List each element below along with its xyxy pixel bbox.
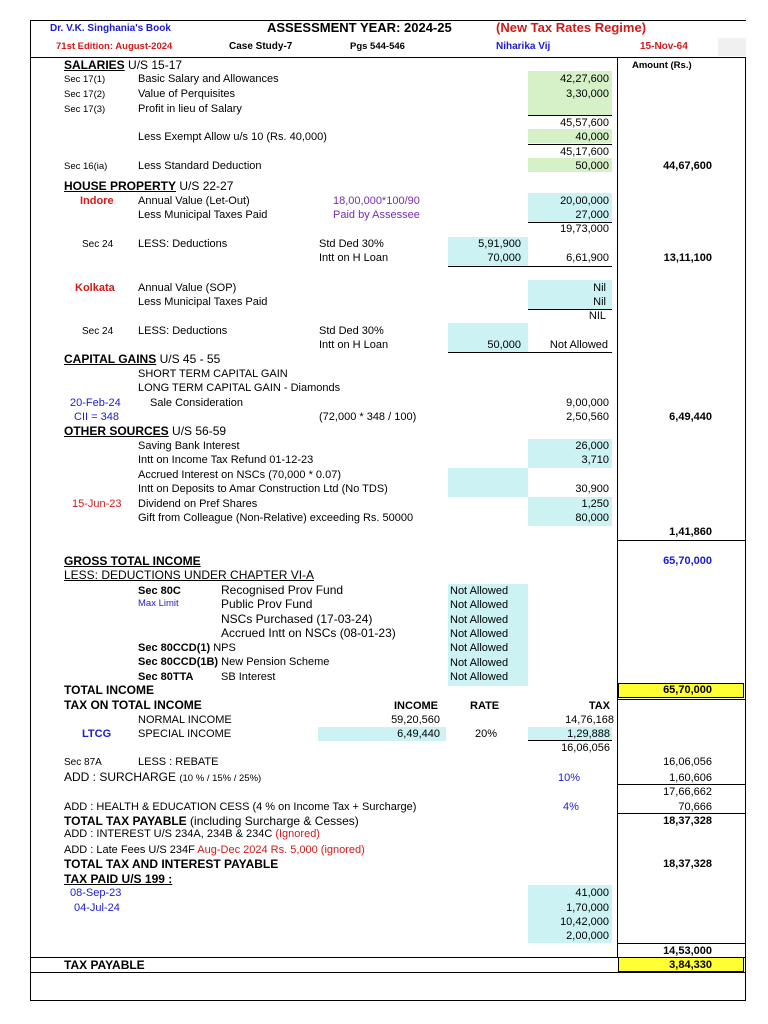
hp-intt-amount: 70,000: [487, 252, 521, 264]
header-gray-cell: [718, 38, 746, 56]
line-tax-sep: [618, 699, 745, 700]
normal-income-label: NORMAL INCOME: [138, 714, 232, 726]
capital-gains-heading: CAPITAL GAINS U/S 45 - 55: [64, 352, 221, 366]
salary-row-label: Profit in lieu of Salary: [138, 103, 242, 115]
col-income: INCOME: [394, 700, 438, 712]
latefee-row: ADD : Late Fees U/S 234F Aug-Dec 2024 Rs. 5,000 (ignored): [64, 844, 365, 856]
hp-intt-label: Intt on H Loan: [319, 252, 389, 264]
tax-total: 16,06,056: [561, 742, 610, 754]
cess-amount: 70,666: [678, 801, 712, 813]
hp-ded-total: 6,61,900: [566, 252, 609, 264]
exempt-label: Less Exempt Allow u/s 10 (Rs. 40,000): [138, 131, 327, 143]
salary-row-label: Basic Salary and Allowances: [138, 73, 279, 85]
rule: [448, 266, 528, 267]
salary-row-label: Value of Perquisites: [138, 88, 236, 100]
ded-label: NSCs Purchased (17-03-24): [221, 612, 373, 626]
ded-label: SB Interest: [221, 671, 276, 683]
std-deduction-label: Less Standard Deduction: [138, 160, 262, 172]
house-property-heading: HOUSE PROPERTY U/S 22-27: [64, 179, 234, 193]
interest-row: ADD : INTEREST U/S 234A, 234B & 234C (Ignored): [64, 828, 320, 840]
rebate-label: LESS : REBATE: [138, 756, 219, 768]
city-kolkata: Kolkata: [75, 282, 115, 294]
ded-status: Not Allowed: [450, 614, 509, 626]
line-bottom-3: [30, 1000, 746, 1001]
edition-label: 71st Edition: August-2024: [56, 41, 173, 52]
cost-calc: (72,000 * 348 / 100): [319, 411, 417, 423]
max-limit: Max Limit: [138, 598, 179, 609]
hp-sop-label: Annual Value (SOP): [138, 282, 237, 294]
deductions-heading: LESS: DEDUCTIONS UNDER CHAPTER VI-A: [64, 568, 315, 582]
col-rate: RATE: [470, 700, 500, 712]
rule: [448, 352, 612, 353]
dividend-date: 15-Jun-23: [72, 498, 122, 510]
normal-income: 59,20,560: [391, 714, 440, 726]
ded-row-80ccd1b: Sec 80CCD(1B) New Pension Scheme: [138, 656, 330, 668]
ded-label: Public Prov Fund: [221, 597, 313, 611]
hp-std-label: Std Ded 30%: [319, 238, 384, 250]
sale-amount: 9,00,000: [566, 397, 609, 409]
special-income: 6,49,440: [397, 728, 440, 740]
sec-17-3: Sec 17(3): [64, 104, 106, 115]
hp-less-deductions: LESS: Deductions: [138, 238, 228, 250]
total-income-label: TOTAL INCOME: [64, 683, 154, 697]
special-rate: 20%: [475, 728, 498, 740]
cess-rate: 4%: [563, 801, 579, 813]
cess-label: ADD : HEALTH & EDUCATION CESS (4 % on Income Tax + Surcharge): [64, 801, 417, 813]
rebate-sec: Sec 87A: [64, 757, 102, 768]
hp-mt-note: Paid by Assessee: [333, 209, 420, 221]
gti-amount: 65,70,000: [663, 555, 712, 567]
exempt-amount: 40,000: [575, 131, 609, 143]
normal-tax: 14,76,168: [565, 714, 614, 726]
sec-17-2: Sec 17(2): [64, 89, 106, 100]
ded-status: Not Allowed: [450, 585, 509, 597]
total-tax-payable-row: TOTAL TAX PAYABLE (including Surcharge & Cesses): [64, 814, 359, 828]
salary-row-amount: 3,30,000: [566, 88, 609, 100]
sec-16-ia: Sec 16(ia): [64, 161, 108, 172]
ltcg-label: LONG TERM CAPITAL GAIN - Diamonds: [138, 382, 341, 394]
os-total: 1,41,860: [669, 526, 712, 538]
os-row-label: Intt on Income Tax Refund 01-12-23: [138, 454, 314, 466]
hp-av-label: Annual Value (Let-Out): [138, 195, 250, 207]
tax-paid-total: 14,53,000: [663, 945, 712, 957]
os-row-amount: 1,250: [581, 498, 609, 510]
os-row-amount: 26,000: [575, 440, 609, 452]
case-study-label: Case Study-7: [229, 41, 293, 52]
stcg-label: SHORT TERM CAPITAL GAIN: [138, 368, 288, 380]
tax-paid-amount: 2,00,000: [566, 930, 609, 942]
hp-sop-amount: Nil: [593, 282, 606, 294]
ded-row-80ccd1: Sec 80CCD(1) NPS: [138, 642, 236, 654]
city-indore: Indore: [80, 195, 114, 207]
ded-status: Not Allowed: [450, 628, 509, 640]
hp-sop-nav: NIL: [588, 310, 606, 322]
sale-date: 20-Feb-24: [70, 397, 121, 409]
sale-label: Sale Consideration: [150, 397, 243, 409]
std-deduction-amount: 50,000: [575, 160, 609, 172]
hp-sop-status: Not Allowed: [549, 339, 608, 351]
tax-payable-amount: 3,84,330: [669, 959, 712, 971]
hp-mt-amount: 27,000: [575, 209, 609, 221]
rule: [528, 266, 612, 267]
hp-sop-sec-24: Sec 24: [82, 326, 114, 337]
os-row-amount: 3,710: [581, 454, 609, 466]
salaries-heading: SALARIES U/S 15-17: [64, 58, 183, 72]
hp-sop-intt-amount: 50,000: [487, 339, 521, 351]
sub-total: 17,66,662: [663, 786, 712, 798]
tax-payable-label: TAX PAYABLE: [64, 958, 145, 972]
ded-status: Not Allowed: [450, 599, 509, 611]
amount-header: Amount (Rs.): [632, 60, 692, 71]
special-tax: 1,29,888: [567, 728, 610, 740]
special-income-label: SPECIAL INCOME: [138, 728, 232, 740]
line-right: [745, 57, 746, 1000]
line-amount-col: [617, 57, 618, 958]
ded-status: Not Allowed: [450, 642, 509, 654]
col-tax: TAX: [588, 700, 610, 712]
tax-paid-heading: TAX PAID U/S 199 :: [64, 872, 173, 886]
assessee-name: Niharika Vij: [496, 41, 551, 52]
ltcg-tag: LTCG: [82, 728, 112, 740]
total-tax-payable-amount: 18,37,328: [663, 815, 712, 827]
surcharge-amount: 1,60,606: [669, 772, 712, 784]
tti-label: TOTAL TAX AND INTEREST PAYABLE: [64, 857, 279, 871]
hp-sop-mt-amount: Nil: [593, 296, 606, 308]
pages-label: Pgs 544-546: [350, 41, 405, 52]
hp-av-amount: 20,00,000: [560, 195, 609, 207]
gti-label: GROSS TOTAL INCOME: [64, 554, 201, 568]
date-of-birth: 15-Nov-64: [640, 41, 688, 52]
cii-label: CII = 348: [74, 411, 119, 423]
ded-status: Not Allowed: [450, 657, 509, 669]
line-bottom-2: [30, 972, 746, 973]
os-row-label: Dividend on Pref Shares: [138, 498, 258, 510]
hp-sop-intt-label: Intt on H Loan: [319, 339, 389, 351]
os-row-amount: 80,000: [575, 512, 609, 524]
line-left: [30, 20, 31, 1000]
cg-total: 6,49,440: [669, 411, 712, 423]
hp-mt-label: Less Municipal Taxes Paid: [138, 209, 268, 221]
total-income-amount: 65,70,000: [663, 684, 712, 696]
tax-paid-amount: 1,70,000: [566, 902, 609, 914]
ded-label: Recognised Prov Fund: [221, 583, 344, 597]
salary-row-amount: 42,27,600: [560, 73, 609, 85]
os-row-label: Intt on Deposits to Amar Construction Ltd (No TDS): [138, 483, 388, 495]
hp-av-note: 18,00,000*100/90: [333, 195, 420, 207]
os-row-label: Accrued Interest on NSCs (70,000 * 0.07): [138, 469, 341, 481]
tax-paid-amount: 10,42,000: [560, 916, 609, 928]
tax-paid-date: 04-Jul-24: [74, 902, 120, 914]
surcharge-row: ADD : SURCHARGE (10 % / 15% / 25%): [64, 770, 262, 784]
salary-total: 44,67,600: [663, 160, 712, 172]
line-gti-bottom: [618, 540, 745, 541]
hp-std-amount: 5,91,900: [478, 238, 521, 250]
salary-subtotal: 45,57,600: [560, 117, 609, 129]
tax-paid-amount: 41,000: [575, 887, 609, 899]
hp-sop-less: LESS: Deductions: [138, 325, 228, 337]
salary-subtotal-2: 45,17,600: [560, 146, 609, 158]
after-rebate: 16,06,056: [663, 756, 712, 768]
os-bg-2: [448, 468, 528, 497]
ded-status: Not Allowed: [450, 671, 509, 683]
hp-sop-mt-label: Less Municipal Taxes Paid: [138, 296, 268, 308]
ded-sec: Sec 80C: [138, 585, 181, 597]
hp-sec-24: Sec 24: [82, 239, 114, 250]
regime-label: (New Tax Rates Regime): [496, 20, 647, 35]
os-row-label: Gift from Colleague (Non-Relative) exceeding Rs. 50000: [138, 512, 414, 524]
ded-label: Accrued Intt on NSCs (08-01-23): [221, 626, 396, 640]
cost-amount: 2,50,560: [566, 411, 609, 423]
os-row-amount: 30,900: [575, 483, 609, 495]
ded-sec: Sec 80TTA: [138, 671, 194, 683]
os-row-label: Saving Bank Interest: [138, 440, 240, 452]
hp-nav: 19,73,000: [560, 223, 609, 235]
hp-total: 13,11,100: [663, 252, 712, 264]
hp-sop-std-label: Std Ded 30%: [319, 325, 384, 337]
tax-heading: TAX ON TOTAL INCOME: [64, 698, 202, 712]
sec-17-1: Sec 17(1): [64, 74, 106, 85]
book-title: Dr. V.K. Singhania's Book: [50, 23, 171, 34]
assessment-year: ASSESSMENT YEAR: 2024-25: [267, 20, 452, 35]
tti-amount: 18,37,328: [663, 858, 712, 870]
other-sources-heading: OTHER SOURCES U/S 56-59: [64, 424, 227, 438]
surcharge-rate: 10%: [558, 772, 581, 784]
tax-paid-date: 08-Sep-23: [70, 887, 122, 899]
